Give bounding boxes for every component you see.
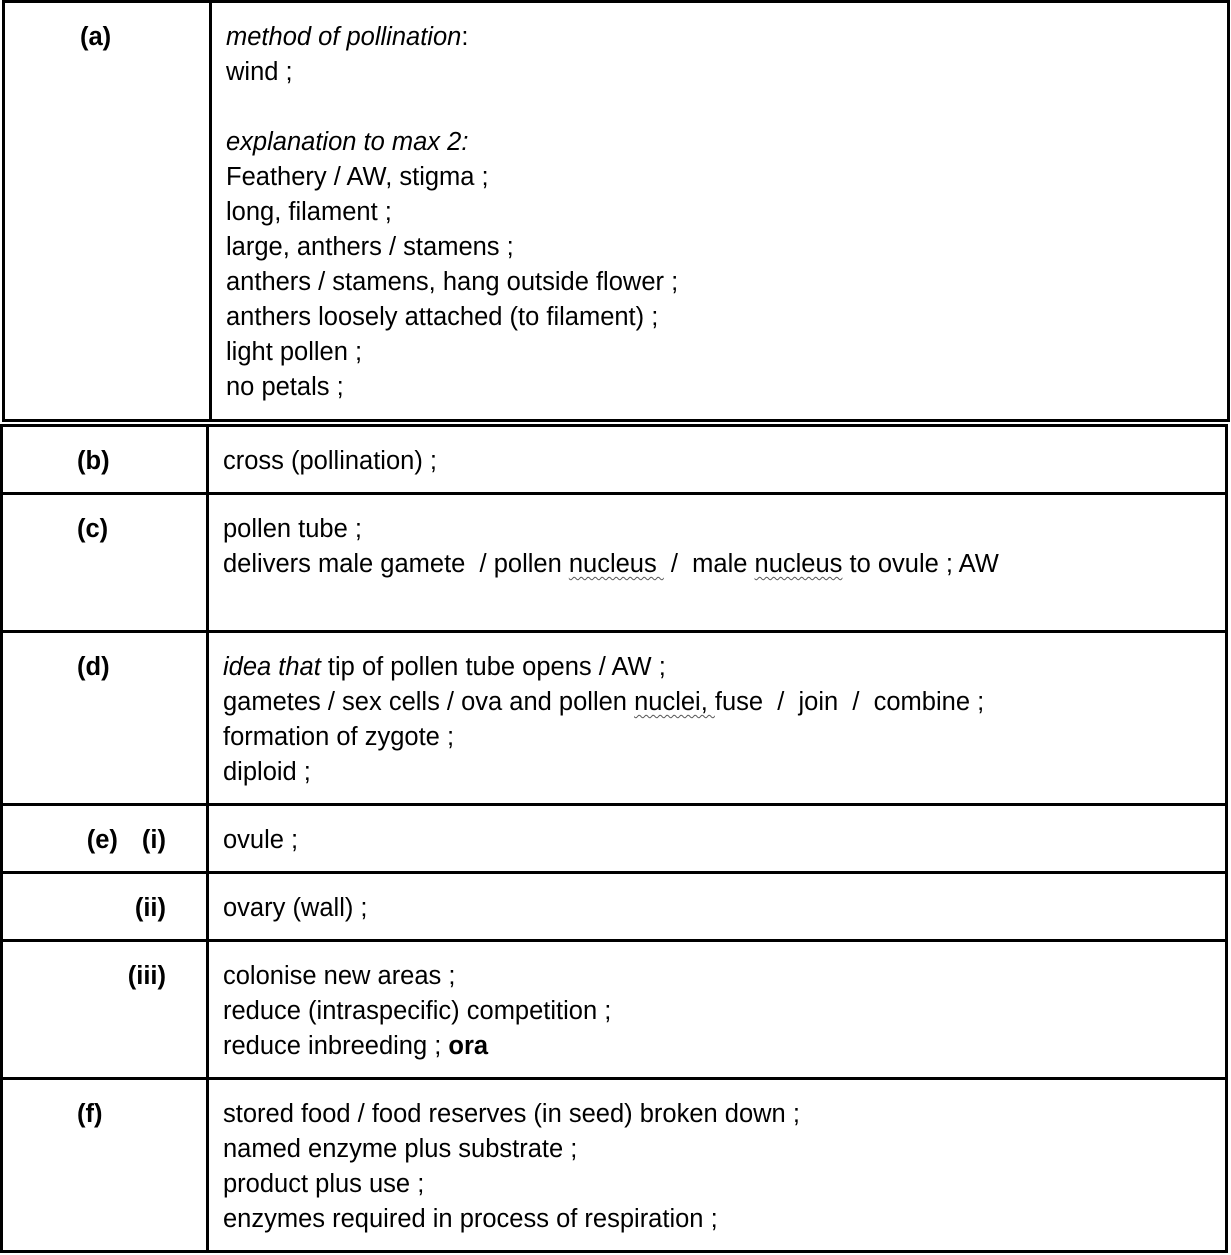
answer-cell: [208, 873, 1227, 941]
marking-point: large, anthers / stamens ;: [226, 233, 514, 261]
table-row-a: [4, 2, 1229, 421]
question-label-cell: [2, 632, 208, 805]
question-label-b: (b): [77, 447, 110, 475]
marking-point: anthers loosely attached (to filament) ;: [226, 303, 659, 331]
text-segment: tip of pollen tube opens / AW ;: [320, 653, 666, 681]
question-label-d: (d): [77, 653, 110, 681]
question-label-cell: [2, 1079, 208, 1252]
question-label-cell: [2, 873, 208, 941]
mark-scheme-table-part-a: [2, 0, 1230, 422]
marking-point: pollen tube ;: [223, 515, 362, 543]
marking-point: long, filament ;: [226, 198, 392, 226]
sub-question-label-iii: (iii): [127, 962, 166, 990]
answer-cell: [208, 1079, 1227, 1252]
question-label-e: (e): [86, 826, 118, 854]
question-label-cell: [2, 941, 208, 1079]
question-label-f: (f): [77, 1100, 103, 1128]
marking-point: reduce (intraspecific) competition ;: [223, 997, 612, 1025]
marking-point: ovary (wall) ;: [223, 894, 368, 922]
sub-question-label-i: (i): [141, 826, 166, 854]
marking-point: Feathery / AW, stigma ;: [226, 163, 489, 191]
marking-point: anthers / stamens, hang outside flower ;: [226, 268, 679, 296]
marking-point: formation of zygote ;: [223, 723, 455, 751]
text-segment: gametes / sex cells / ova and pollen: [223, 688, 635, 716]
method-heading: method of pollination: [226, 23, 462, 51]
spellcheck-underlined-word: nuclei,: [634, 688, 715, 716]
spacer: [226, 90, 1227, 125]
question-label-e-i: [3, 806, 206, 858]
answer-cell: [208, 632, 1227, 805]
table-row-c: [2, 494, 1227, 632]
answer-cell: [208, 426, 1227, 494]
marking-point: ovule ;: [223, 826, 299, 854]
table-row-e-i: [2, 805, 1227, 873]
table-row-b: [2, 426, 1227, 494]
spellcheck-underlined-word: nucleus: [568, 550, 664, 578]
sub-question-label-ii: (ii): [134, 894, 166, 922]
question-label-cell: [2, 805, 208, 873]
answer-cell: [208, 494, 1227, 632]
marking-point: no petals ;: [226, 373, 344, 401]
marking-point: enzymes required in process of respiration ;: [223, 1205, 718, 1233]
marking-point: [223, 685, 1225, 720]
text-segment: reduce inbreeding ;: [223, 1032, 449, 1060]
marking-point: light pollen ;: [226, 338, 363, 366]
table-row-f: [2, 1079, 1227, 1252]
text-segment: delivers male gamete / pollen: [223, 550, 569, 578]
question-label-cell: [2, 426, 208, 494]
answer-cell: [208, 805, 1227, 873]
question-label-c: (c): [77, 515, 109, 543]
question-label-cell: [2, 494, 208, 632]
marking-point: [223, 547, 1225, 582]
ora-qualifier: ora: [448, 1032, 489, 1060]
marking-point: diploid ;: [223, 758, 311, 786]
marking-point: product plus use ;: [223, 1170, 425, 1198]
marking-point: named enzyme plus substrate ;: [223, 1135, 578, 1163]
answer-cell: [208, 941, 1227, 1079]
text-segment: / male: [663, 550, 755, 578]
table-row-d: [2, 632, 1227, 805]
spellcheck-underlined-word: nucleus: [754, 550, 843, 578]
text-segment: to ovule ; AW: [842, 550, 999, 578]
marking-point: colonise new areas ;: [223, 962, 456, 990]
text-segment: fuse / join / combine ;: [714, 688, 985, 716]
method-heading-line: [226, 20, 1227, 55]
italic-qualifier: idea that: [223, 653, 321, 681]
table-row-e-ii: [2, 873, 1227, 941]
marking-point: [223, 650, 1225, 685]
method-answer: wind ;: [226, 58, 293, 86]
mark-scheme-table-parts-b-f: [0, 424, 1228, 1253]
table-row-e-iii: [2, 941, 1227, 1079]
question-label-cell: [4, 2, 211, 421]
question-label-a: (a): [80, 23, 112, 51]
explanation-heading: explanation to max 2:: [226, 128, 469, 156]
marking-point: [223, 1029, 1225, 1064]
marking-point: stored food / food reserves (in seed) broken down ;: [223, 1100, 800, 1128]
answer-cell: [211, 2, 1229, 421]
method-colon: :: [461, 23, 469, 51]
marking-point: cross (pollination) ;: [223, 447, 437, 475]
